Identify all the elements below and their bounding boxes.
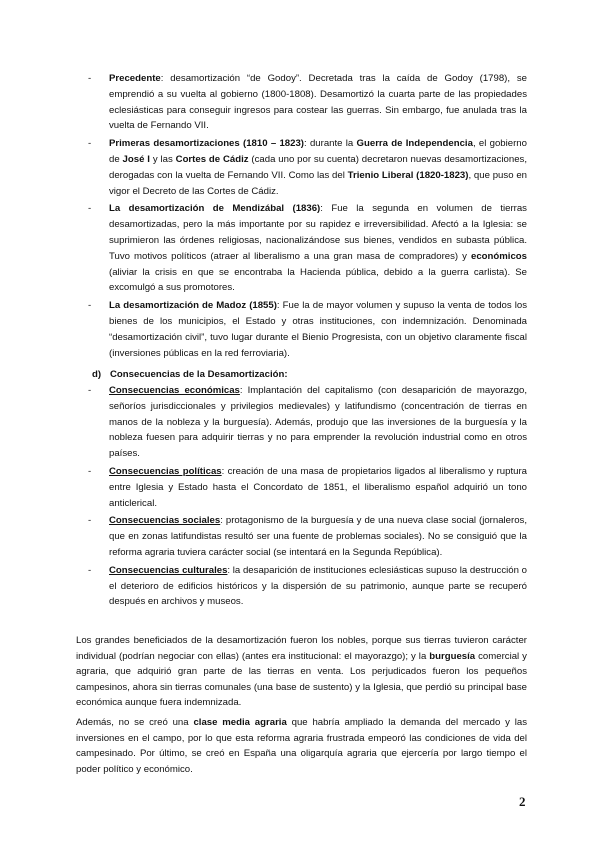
section-heading (92, 367, 288, 382)
item-title: La desamortización de Mendizábal (1836) (109, 203, 321, 215)
paragraph-emphasis: burguesía (429, 650, 476, 662)
item-text: , el gobierno de (109, 138, 527, 165)
item-text: (cada uno por su cuenta) decretaron nuevas desamortizaciones, derogadas con la vuelta de Fernando VII. Como las del (109, 153, 527, 181)
item-text: , que puso en vigor el Decreto de las Cortes de Cádiz. (109, 169, 527, 197)
item-title: Primeras desamortizaciones (1810 – 1823) (109, 138, 304, 150)
list-item (88, 383, 527, 462)
list-dash: - (88, 515, 92, 527)
item-text: : la desaparición de instituciones eclesiásticas supuso la destrucción o el deterioro de edificios históricos y la dispersión de su patrimonio, aunque parte se recuperó después en archivos y museos. (109, 564, 527, 608)
item-emphasis: Trienio Liberal (1820-1823) (347, 169, 469, 181)
item-text: : Fue la segunda en volumen de tierras desamortizadas, pero la más importante por su rapidez e irreversibilidad. Afectó a la Iglesia: se suprimieron las órdenes religiosas, nacionalizándose sus bienes, vendidos en subasta pública. Tuvo motivos políticos (atraer al liberalismo a una gran masa de compradores) y (109, 203, 527, 262)
item-emphasis: Guerra de Independencia (356, 138, 473, 150)
page-number: 2 (519, 794, 526, 809)
desamortizaciones-list (88, 71, 527, 361)
consecuencias-list (88, 383, 527, 610)
item-text: y las (149, 153, 176, 165)
list-item (88, 201, 527, 296)
paragraph-beneficiados (76, 633, 527, 711)
item-emphasis: económicos (471, 250, 527, 262)
list-item (88, 136, 527, 199)
list-item (88, 71, 527, 134)
paragraph-clase-media (76, 715, 527, 777)
paragraph-text: comercial y agraria, que adquirió gran parte de las tierras en venta. Los perjudicados fueron los pequeños campesinos, ahora sin tierras comunales (una base de sustento) y la Iglesia, que perdió su principal base económica aunque fuera indemnizada. (76, 650, 527, 709)
list-dash: - (88, 73, 92, 84)
paragraph-text: Además, no se creó una (76, 717, 194, 728)
paragraph-emphasis: clase media agraria (193, 717, 287, 728)
item-title: Consecuencias sociales (109, 515, 221, 527)
list-item (88, 298, 527, 361)
list-item (88, 563, 527, 610)
section-title: Consecuencias de la Desamortización: (110, 369, 288, 380)
item-text: : desamortización “de Godoy”. Decretada tras la caída de Godoy (1798), se emprendió a su vuelta al gobierno (1800-1808). Desamortizó la cuarta parte de las propiedades eclesiásticas para conseguir ingresos para costear las guerras. Sin embargo, fue anulada tras la vuelta de Fernando VII. (109, 73, 527, 132)
paragraph-text: que habría ampliado la demanda del mercado y las inversiones en el campo, por lo que esta reforma agraria frustrada empeoró las condiciones de vida del campesinado. Por último, se creó en España una oligarquía agraria que ejercería por largo tiempo el poder político y económico. (76, 717, 527, 775)
list-item (88, 464, 527, 511)
item-title: Precedente (109, 73, 161, 84)
list-dash: - (88, 385, 92, 396)
list-dash: - (88, 465, 92, 477)
item-text: : Implantación del capitalismo (con desaparición de mayorazgo, señoríos jurisdiccionales y privilegios medievales) y latifundismo (concentración de tierras en manos de la nobleza y la burguesía). Además, produjo que las inversiones de la burguesía y la nobleza fuesen para adquirir tierras y no para emprender la revolución industrial como en otros países. (109, 385, 527, 460)
item-text: : protagonismo de la burguesía y de una nueva clase social (jornaleros, que en zonas latifundistas resultó ser una fuente de problemas sociales). No se consiguió que la reforma agraria tuviera carácter social (se intentará en la Segunda República). (109, 515, 528, 558)
item-text: (aliviar la crisis en que se encontraba la Hacienda pública, debido a la guerra carlista). Se excomulgó a sus promotores. (109, 266, 527, 294)
list-item (88, 513, 527, 560)
section-label: d) (92, 369, 102, 380)
item-title: La desamortización de Madoz (1855) (109, 300, 277, 312)
paragraph-text: Los grandes beneficiados de la desamortización fueron los nobles, porque sus tierras tuvieron carácter individual (podrían negociar con ellas) (antes era institucional: el mayorazgo); y la (76, 635, 527, 662)
list-dash: - (88, 300, 92, 312)
list-dash: - (88, 564, 92, 576)
list-dash: - (88, 138, 92, 150)
item-text: : Fue la de mayor volumen y supuso la venta de todos los bienes de los municipios, el Estado y otras instituciones, con indemnización. Denominada “desamortización civil”, tuvo lugar durante el Bienio Progresista, con un objetivo claramente fiscal (inversiones públicas en la red ferroviaria). (109, 300, 527, 359)
item-emphasis: Cortes de Cádiz (175, 153, 249, 165)
item-title: Consecuencias políticas (109, 465, 222, 477)
item-title: Consecuencias culturales (109, 564, 228, 576)
list-dash: - (88, 203, 92, 215)
item-text: : creación de una masa de propietarios ligados al liberalismo y ruptura entre Iglesia y Estado hasta el Concordato de 1851, el liberalismo español adquirió un tono anticlerical. (109, 465, 528, 509)
item-emphasis: José I (122, 153, 150, 165)
item-text: : durante la (304, 138, 357, 150)
item-title: Consecuencias económicas (109, 385, 240, 396)
